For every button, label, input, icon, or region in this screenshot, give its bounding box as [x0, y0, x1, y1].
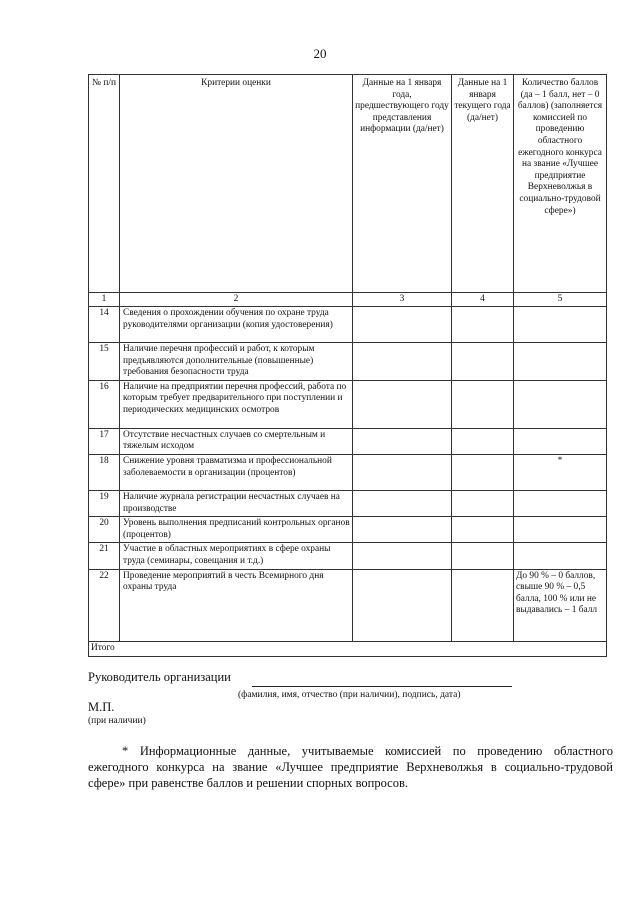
row-number: 19 [89, 490, 120, 516]
table-body [89, 293, 607, 657]
current-year-cell [452, 517, 514, 543]
criterion-text: Участие в областных мероприятиях в сфере охраны труда (семинары, совещания и т.д.) [120, 543, 353, 569]
table-row [89, 343, 607, 381]
criteria-table [88, 74, 607, 657]
table-row [89, 454, 607, 490]
table-row [89, 517, 607, 543]
current-year-cell [452, 543, 514, 569]
score-cell: * [514, 454, 607, 490]
table-row [89, 380, 607, 428]
criterion-text: Отсутствие несчастных случаев со смертельным и тяжелым исходом [120, 428, 353, 454]
score-cell [514, 343, 607, 381]
row-number: 16 [89, 380, 120, 428]
column-index: 4 [452, 293, 514, 307]
row-number: 14 [89, 307, 120, 343]
row-number: 22 [89, 569, 120, 641]
header-criteria: Критерии оценки [120, 75, 353, 293]
score-cell [514, 428, 607, 454]
signature-hint: (фамилия, имя, отчество (при наличии), подпись, дата) [238, 690, 461, 700]
criterion-text: Сведения о прохождении обучения по охране труда руководителями организации (копия удостоверения) [120, 307, 353, 343]
prev-year-cell [353, 454, 452, 490]
score-cell [514, 380, 607, 428]
header-score: Количество баллов (да – 1 балл, нет – 0 баллов) (заполняется комиссией по проведению областного ежегодного конкурса на звание «Лучшее предприятие Верхневолжья в социально-трудовой сфере») [514, 75, 607, 293]
criterion-text: Наличие перечня профессий и работ, к которым предъявляются дополнительные (повышенные) требования безопасности труда [120, 343, 353, 381]
current-year-cell [452, 307, 514, 343]
prev-year-cell [353, 428, 452, 454]
criterion-text: Уровень выполнения предписаний контрольных органов (процентов) [120, 517, 353, 543]
seal-label: М.П. [88, 700, 115, 714]
table-header [89, 75, 607, 293]
prev-year-cell [353, 307, 452, 343]
prev-year-cell [353, 380, 452, 428]
header-current-year: Данные на 1 января текущего года (да/нет) [452, 75, 514, 293]
current-year-cell [452, 380, 514, 428]
current-year-cell [452, 454, 514, 490]
current-year-cell [452, 343, 514, 381]
score-cell [514, 490, 607, 516]
footnote: * Информационные данные, учитываемые комиссией по проведению областного ежегодного конкурса на звание «Лучшее предприятие Верхневолжья в социально-трудовой сфере» при равенстве баллов и решении спорных вопросов. [88, 744, 613, 790]
column-index: 1 [89, 293, 120, 307]
header-num: № п/п [89, 75, 120, 293]
row-number: 18 [89, 454, 120, 490]
prev-year-cell [353, 490, 452, 516]
total-label: Итого [89, 641, 607, 656]
row-number: 21 [89, 543, 120, 569]
prev-year-cell [353, 517, 452, 543]
row-number: 20 [89, 517, 120, 543]
column-index: 5 [514, 293, 607, 307]
row-number: 15 [89, 343, 120, 381]
score-cell [514, 543, 607, 569]
table-row [89, 569, 607, 641]
column-index: 2 [120, 293, 353, 307]
criterion-text: Наличие на предприятии перечня профессий, работа по которым требует предварительного при поступлении и периодических медицинских осмотров [120, 380, 353, 428]
signature-label: Руководитель организации [88, 670, 231, 684]
score-cell [514, 307, 607, 343]
criterion-text: Наличие журнала регистрации несчастных случаев на производстве [120, 490, 353, 516]
prev-year-cell [353, 543, 452, 569]
prev-year-cell [353, 569, 452, 641]
row-number: 17 [89, 428, 120, 454]
header-prev-year: Данные на 1 января года, предшествующего году представления информации (да/нет) [353, 75, 452, 293]
column-index: 3 [353, 293, 452, 307]
column-index-row [89, 293, 607, 307]
table-row [89, 543, 607, 569]
current-year-cell [452, 428, 514, 454]
total-row [89, 641, 607, 656]
table-row [89, 307, 607, 343]
signature-line [252, 686, 512, 687]
table-row [89, 428, 607, 454]
current-year-cell [452, 569, 514, 641]
criterion-text: Проведение мероприятий в честь Всемирного дня охраны труда [120, 569, 353, 641]
criterion-text: Снижение уровня травматизма и профессиональной заболеваемости в организации (процентов) [120, 454, 353, 490]
current-year-cell [452, 490, 514, 516]
score-cell [514, 517, 607, 543]
page-number: 20 [313, 46, 327, 61]
table-row [89, 490, 607, 516]
prev-year-cell [353, 343, 452, 381]
seal-note: (при наличии) [88, 716, 146, 726]
score-cell: До 90 % – 0 баллов, свыше 90 % – 0,5 балла, 100 % или не выдавались – 1 балл [514, 569, 607, 641]
